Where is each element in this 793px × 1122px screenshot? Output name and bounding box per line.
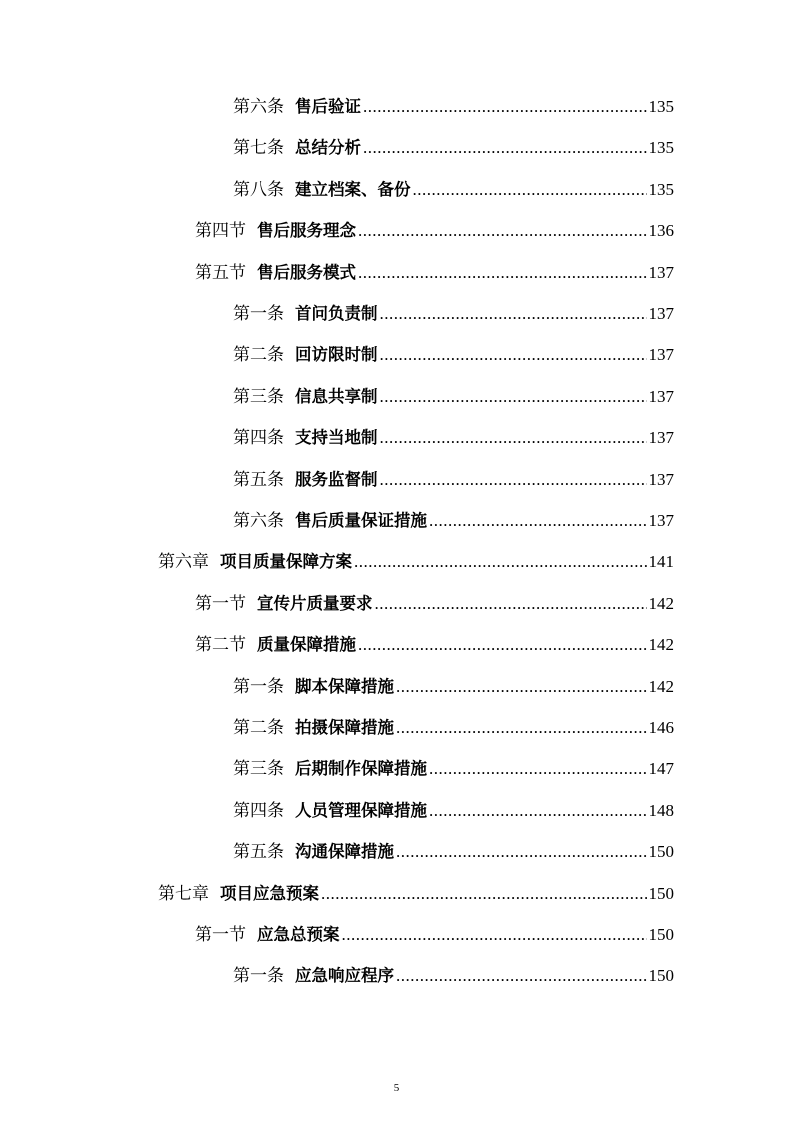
toc-entry[interactable] [233, 797, 674, 825]
toc-entry-prefix: 第一条 [233, 966, 284, 987]
toc-entry-page: 137 [648, 262, 674, 282]
dot-leader [354, 548, 647, 576]
toc-entry-prefix: 第五条 [233, 842, 284, 863]
toc-entry[interactable] [233, 838, 674, 866]
toc-entry-prefix: 第三条 [233, 759, 284, 780]
dot-leader [375, 590, 647, 618]
toc-entry[interactable] [195, 259, 674, 287]
toc-entry-page: 137 [648, 511, 674, 530]
dot-leader [380, 341, 647, 369]
toc-entry-title: 售后验证 [295, 97, 361, 116]
dot-leader [380, 466, 647, 494]
toc-entry-title: 售后质量保证措施 [295, 511, 427, 530]
toc-entry-title: 售后服务模式 [257, 262, 356, 282]
toc-entry-page: 141 [648, 552, 674, 572]
dot-leader [396, 673, 647, 701]
toc-entry[interactable] [233, 507, 674, 535]
dot-leader [358, 217, 647, 245]
toc-entry[interactable] [195, 217, 674, 245]
toc-entry-page: 137 [648, 469, 674, 489]
dot-leader [396, 714, 647, 742]
toc-entry-page: 142 [648, 593, 674, 613]
toc-entry-prefix: 第二条 [233, 718, 284, 738]
toc-entry-prefix: 第一节 [195, 593, 246, 614]
dot-leader [321, 880, 647, 908]
toc-entry-prefix: 第六条 [233, 511, 284, 531]
toc-entry-page: 136 [648, 221, 674, 241]
dot-leader [380, 300, 647, 328]
dot-leader [363, 93, 647, 121]
dot-leader [358, 259, 647, 287]
dot-leader [380, 383, 647, 411]
dot-leader [396, 838, 647, 866]
toc-entry-title: 人员管理保障措施 [295, 800, 427, 820]
toc-entry-page: 137 [648, 304, 674, 323]
toc-entry-prefix: 第三条 [233, 386, 284, 407]
toc-entry-title: 后期制作保障措施 [295, 759, 427, 779]
toc-entry-title: 应急响应程序 [295, 966, 394, 986]
toc-entry-title: 宣传片质量要求 [257, 593, 373, 613]
toc-entry-page: 150 [648, 883, 674, 903]
dot-leader [429, 797, 647, 825]
toc-entry-title: 信息共享制 [295, 386, 378, 406]
toc-entry-prefix: 第一条 [233, 304, 284, 324]
dot-leader [396, 962, 647, 990]
toc-entry-page: 137 [648, 345, 674, 365]
toc-entry-prefix: 第七章 [158, 883, 209, 904]
toc-entry-page: 142 [648, 635, 674, 655]
toc-entry-title: 首问负责制 [295, 304, 378, 323]
toc-entry-page: 142 [648, 676, 674, 696]
toc-entry-prefix: 第五条 [233, 469, 284, 490]
toc-entry-title: 应急总预案 [257, 925, 340, 944]
toc-entry-title: 建立档案、备份 [295, 179, 411, 199]
toc-entry-page: 150 [648, 925, 674, 944]
toc-entry-page: 135 [648, 97, 674, 116]
toc-entry-title: 支持当地制 [295, 428, 378, 448]
toc-entry-page: 137 [648, 386, 674, 406]
toc-entry-prefix: 第二条 [233, 345, 284, 366]
dot-leader [380, 424, 647, 452]
toc-entry-title: 服务监督制 [295, 469, 378, 489]
toc-entry-prefix: 第四条 [233, 428, 284, 449]
toc-entry-prefix: 第一条 [233, 676, 284, 697]
toc-entry[interactable] [233, 424, 674, 452]
toc-entry[interactable] [158, 880, 674, 908]
toc-entry-page: 135 [648, 179, 674, 199]
toc-entry[interactable] [233, 673, 674, 701]
toc-entry[interactable] [195, 631, 674, 659]
toc-entry[interactable] [233, 962, 674, 990]
toc-entry[interactable] [158, 548, 674, 576]
toc-entry[interactable] [195, 921, 674, 949]
toc-entry[interactable] [233, 341, 674, 369]
toc-entry-page: 148 [648, 800, 674, 820]
toc-entry-title: 总结分析 [295, 138, 361, 158]
toc-entry-title: 项目质量保障方案 [220, 552, 352, 572]
toc-entry[interactable] [233, 134, 674, 162]
dot-leader [413, 176, 647, 204]
page-number: 5 [393, 1082, 400, 1094]
toc-entry[interactable] [233, 466, 674, 494]
toc-entry-page: 150 [648, 842, 674, 862]
toc-entry-prefix: 第一节 [195, 925, 246, 945]
toc-entry-page: 137 [648, 428, 674, 448]
dot-leader [363, 134, 647, 162]
toc-entry-page: 146 [648, 718, 674, 737]
toc-entry[interactable] [195, 590, 674, 618]
toc-entry-page: 150 [648, 966, 674, 986]
toc-entry-prefix: 第二节 [195, 635, 246, 656]
toc-entry-title: 项目应急预案 [220, 883, 319, 903]
toc-entry-title: 售后服务理念 [257, 221, 356, 241]
dot-leader [429, 507, 647, 535]
dot-leader [358, 631, 647, 659]
toc-entry-prefix: 第六条 [233, 97, 284, 117]
dot-leader [342, 921, 647, 949]
toc-entry-page: 147 [648, 759, 674, 779]
toc-entry[interactable] [233, 714, 674, 742]
toc-entry-page: 135 [648, 138, 674, 158]
toc-entry[interactable] [233, 755, 674, 783]
toc-entry-title: 沟通保障措施 [295, 842, 394, 862]
toc-entry-prefix: 第八条 [233, 179, 284, 200]
toc-entry-prefix: 第六章 [158, 552, 209, 573]
toc-entry-prefix: 第四条 [233, 800, 284, 821]
toc-entry-title: 脚本保障措施 [295, 676, 394, 696]
toc-entry-prefix: 第五节 [195, 262, 246, 283]
toc-entry-prefix: 第四节 [195, 221, 246, 242]
toc-entry-prefix: 第七条 [233, 138, 284, 159]
toc-entry-title: 拍摄保障措施 [295, 718, 394, 737]
toc-entry[interactable] [233, 300, 674, 328]
toc-entry[interactable] [233, 383, 674, 411]
toc-entry[interactable] [233, 176, 674, 204]
dot-leader [429, 755, 647, 783]
toc-entry-title: 回访限时制 [295, 345, 378, 365]
toc-entry-title: 质量保障措施 [257, 635, 356, 655]
toc-entry[interactable] [233, 93, 674, 121]
